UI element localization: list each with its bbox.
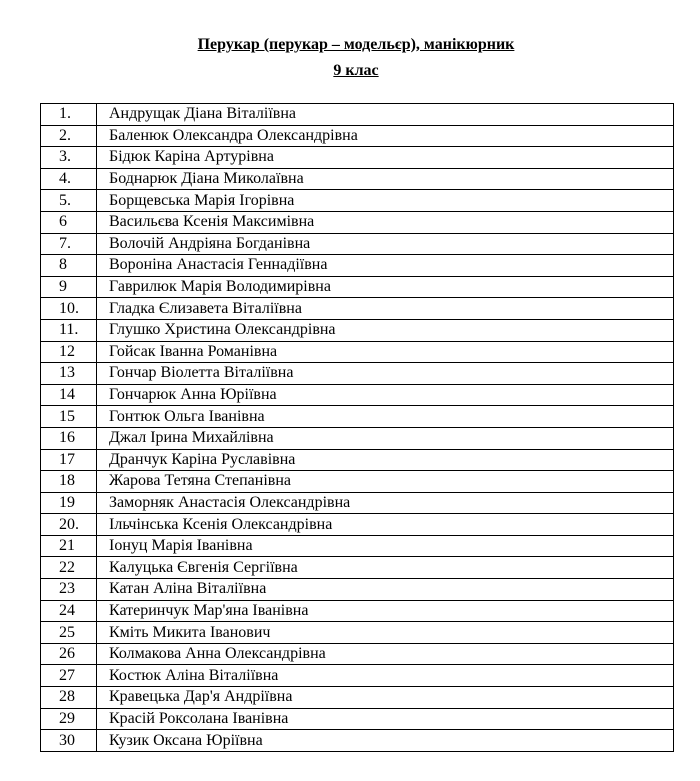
student-name: Жарова Тетяна Степанівна	[97, 471, 674, 493]
row-number: 28	[41, 687, 97, 709]
student-name: Боднарюк Діана Миколаївна	[97, 168, 674, 190]
table-row	[41, 643, 674, 665]
table-row	[41, 298, 674, 320]
student-name: Ільчінська Ксенія Олександрівна	[97, 514, 674, 536]
table-row	[41, 190, 674, 212]
table-row	[41, 514, 674, 536]
row-number: 14	[41, 384, 97, 406]
student-name: Красій Роксолана Іванівна	[97, 708, 674, 730]
row-number: 27	[41, 665, 97, 687]
row-number: 23	[41, 579, 97, 601]
table-row	[41, 125, 674, 147]
table-row	[41, 406, 674, 428]
row-number: 21	[41, 535, 97, 557]
row-number: 10.	[41, 298, 97, 320]
table-row	[41, 384, 674, 406]
student-name: Волочій Андріяна Богданівна	[97, 233, 674, 255]
row-number: 17	[41, 449, 97, 471]
table-row	[41, 363, 674, 385]
table-row	[41, 319, 674, 341]
table-row	[41, 147, 674, 169]
row-number: 9	[41, 276, 97, 298]
row-number: 2.	[41, 125, 97, 147]
table-row	[41, 211, 674, 233]
student-name: Іонуц Марія Іванівна	[97, 535, 674, 557]
table-row	[41, 255, 674, 277]
row-number: 12	[41, 341, 97, 363]
table-row	[41, 168, 674, 190]
row-number: 16	[41, 427, 97, 449]
student-table-body	[41, 104, 674, 752]
row-number: 26	[41, 643, 97, 665]
student-name: Катан Аліна Віталіївна	[97, 579, 674, 601]
row-number: 13	[41, 363, 97, 385]
student-name: Заморняк Анастасія Олександрівна	[97, 492, 674, 514]
row-number: 7.	[41, 233, 97, 255]
table-row	[41, 492, 674, 514]
student-name: Борщевська Марія Ігорівна	[97, 190, 674, 212]
student-name: Гладка Єлизавета Віталіївна	[97, 298, 674, 320]
table-row	[41, 233, 674, 255]
row-number: 1.	[41, 104, 97, 126]
document-subtitle: 9 клас	[333, 62, 379, 79]
row-number: 19	[41, 492, 97, 514]
table-row	[41, 600, 674, 622]
table-row	[41, 579, 674, 601]
student-table	[40, 103, 674, 752]
student-name: Дранчук Каріна Руславівна	[97, 449, 674, 471]
student-name: Кравецька Дар'я Андріївна	[97, 687, 674, 709]
row-number: 18	[41, 471, 97, 493]
student-name: Гончар Віолетта Віталіївна	[97, 363, 674, 385]
table-row	[41, 622, 674, 644]
table-row	[41, 341, 674, 363]
student-name: Костюк Аліна Віталіївна	[97, 665, 674, 687]
student-name: Гаврилюк Марія Володимирівна	[97, 276, 674, 298]
row-number: 8	[41, 255, 97, 277]
student-name: Кміть Микита Іванович	[97, 622, 674, 644]
row-number: 3.	[41, 147, 97, 169]
row-number: 22	[41, 557, 97, 579]
student-name: Бідюк Каріна Артурівна	[97, 147, 674, 169]
row-number: 29	[41, 708, 97, 730]
document-title: Перукар (перукар – модельєр), манікюрник	[197, 36, 515, 53]
table-row	[41, 535, 674, 557]
table-row	[41, 665, 674, 687]
student-name: Глушко Христина Олександрівна	[97, 319, 674, 341]
row-number: 6	[41, 211, 97, 233]
table-row	[41, 708, 674, 730]
row-number: 25	[41, 622, 97, 644]
row-number: 30	[41, 730, 97, 752]
row-number: 15	[41, 406, 97, 428]
table-row	[41, 471, 674, 493]
table-row	[41, 557, 674, 579]
row-number: 5.	[41, 190, 97, 212]
student-name: Гончарюк Анна Юріївна	[97, 384, 674, 406]
student-name: Баленюк Олександра Олександрівна	[97, 125, 674, 147]
student-name: Андрущак Діана Віталіївна	[97, 104, 674, 126]
student-name: Вороніна Анастасія Геннадіївна	[97, 255, 674, 277]
row-number: 20.	[41, 514, 97, 536]
table-row	[41, 687, 674, 709]
student-name: Кузик Оксана Юріївна	[97, 730, 674, 752]
row-number: 24	[41, 600, 97, 622]
student-name: Гойсак Іванна Романівна	[97, 341, 674, 363]
student-name: Гонтюк Ольга Іванівна	[97, 406, 674, 428]
table-row	[41, 449, 674, 471]
student-name: Калуцька Євгенія Сергіївна	[97, 557, 674, 579]
table-row	[41, 276, 674, 298]
student-name: Джал Ірина Михайлівна	[97, 427, 674, 449]
student-name: Васильєва Ксенія Максимівна	[97, 211, 674, 233]
table-row	[41, 104, 674, 126]
table-row	[41, 427, 674, 449]
row-number: 11.	[41, 319, 97, 341]
student-name: Катеринчук Мар'яна Іванівна	[97, 600, 674, 622]
row-number: 4.	[41, 168, 97, 190]
student-name: Колмакова Анна Олександрівна	[97, 643, 674, 665]
table-row	[41, 730, 674, 752]
